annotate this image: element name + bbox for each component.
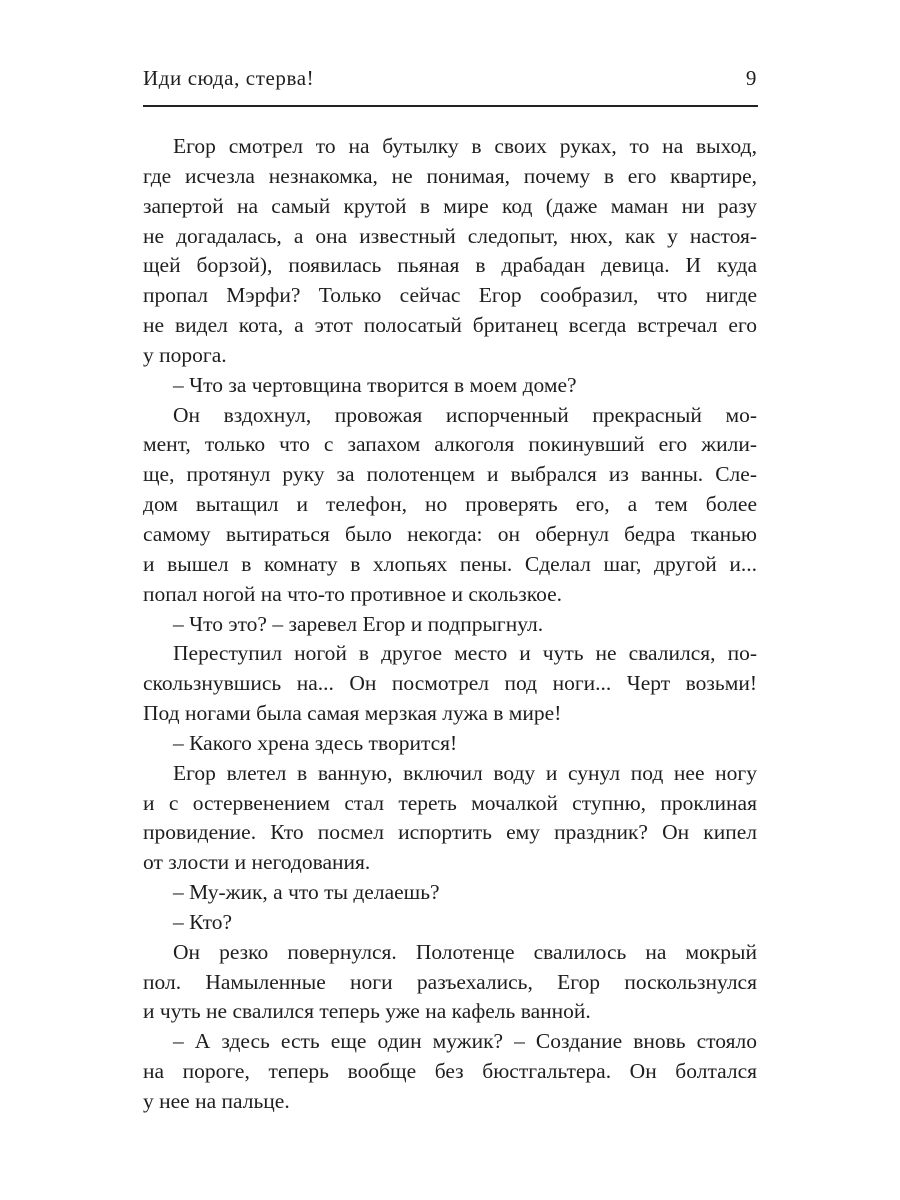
text-line: у нее на пальце. bbox=[143, 1089, 290, 1113]
text-line: и вышел в комнату в хлопьях пены. Сделал шаг, другой и... bbox=[143, 551, 757, 576]
text-line: и с остервенением стал тереть мочалкой ступню, проклиная bbox=[143, 790, 757, 815]
text-line: – Му-жик, а что ты делаешь? bbox=[173, 880, 440, 905]
page-body bbox=[143, 132, 757, 1117]
text-line: дом вытащил и телефон, но проверять его, а тем более bbox=[143, 492, 757, 517]
text-line: на пороге, теперь вообще без бюстгальтера. Он болтался bbox=[143, 1059, 757, 1084]
text-line: Под ногами была самая мерзкая лужа в мире! bbox=[143, 701, 562, 726]
text-line: – Кто? bbox=[173, 909, 233, 934]
text-line: где исчезла незнакомка, не понимая, почему в его квартире, bbox=[143, 163, 757, 188]
text-line: пол. Намыленные ноги разъехались, Егор поскользнулся bbox=[143, 969, 757, 994]
text-line: щей борзой), появилась пьяная в драбадан девица. И куда bbox=[143, 253, 757, 278]
paragraph bbox=[143, 1027, 757, 1117]
paragraph bbox=[143, 132, 757, 371]
text-line: не видел кота, а этот полосатый британец всегда встречал его bbox=[143, 313, 757, 338]
paragraph bbox=[143, 878, 757, 908]
text-line: – Какого хрена здесь творится! bbox=[173, 730, 458, 755]
text-line: запертой на самый крутой в мире код (даже маман ни разу bbox=[143, 193, 757, 218]
text-line: Он резко повернулся. Полотенце свалилось на мокрый bbox=[173, 939, 757, 964]
paragraph bbox=[143, 371, 757, 401]
text-line: – А здесь есть еще один мужик? – Создание вновь стояло bbox=[173, 1029, 757, 1054]
text-line: провидение. Кто посмел испортить ему праздник? Он кипел bbox=[143, 820, 757, 845]
text-line: мент, только что с запахом алкоголя покинувший его жили- bbox=[143, 432, 757, 457]
paragraph bbox=[143, 938, 757, 1028]
text-line: скользнувшись на... Он посмотрел под ноги... Черт возьми! bbox=[143, 671, 757, 696]
text-line: Егор влетел в ванную, включил воду и сунул под нее ногу bbox=[173, 760, 757, 785]
paragraph bbox=[143, 610, 757, 640]
header-rule bbox=[143, 105, 758, 107]
paragraph bbox=[143, 759, 757, 878]
paragraph bbox=[143, 639, 757, 729]
text-line: ще, протянул руку за полотенцем и выбрался из ванны. Сле- bbox=[143, 462, 757, 487]
text-line: пропал Мэрфи? Только сейчас Егор сообразил, что нигде bbox=[143, 283, 757, 308]
text-line: у порога. bbox=[143, 342, 227, 367]
paragraph bbox=[143, 729, 757, 759]
paragraph bbox=[143, 401, 757, 610]
text-line: от злости и негодования. bbox=[143, 850, 371, 875]
text-line: – Что это? – заревел Егор и подпрыгнул. bbox=[173, 611, 544, 636]
text-line: Егор смотрел то на бутылку в своих руках, то на выход, bbox=[173, 134, 757, 158]
running-header bbox=[143, 66, 757, 96]
text-line: самому вытираться было некогда: он обернул бедра тканью bbox=[143, 521, 757, 546]
text-line: – Что за чертовщина творится в моем доме? bbox=[173, 372, 577, 397]
text-line: Он вздохнул, провожая испорченный прекрасный мо- bbox=[173, 402, 757, 427]
page-number: 9 bbox=[745, 66, 757, 90]
paragraph bbox=[143, 908, 757, 938]
text-line: попал ногой на что-то противное и скользкое. bbox=[143, 581, 563, 606]
text-line: Переступил ногой в другое место и чуть не свалился, по- bbox=[173, 641, 757, 666]
text-line: не догадалась, а она известный следопыт, нюх, как у настоя- bbox=[143, 223, 757, 248]
running-title: Иди сюда, стерва! bbox=[143, 66, 315, 90]
text-line: и чуть не свалился теперь уже на кафель ванной. bbox=[143, 999, 591, 1024]
